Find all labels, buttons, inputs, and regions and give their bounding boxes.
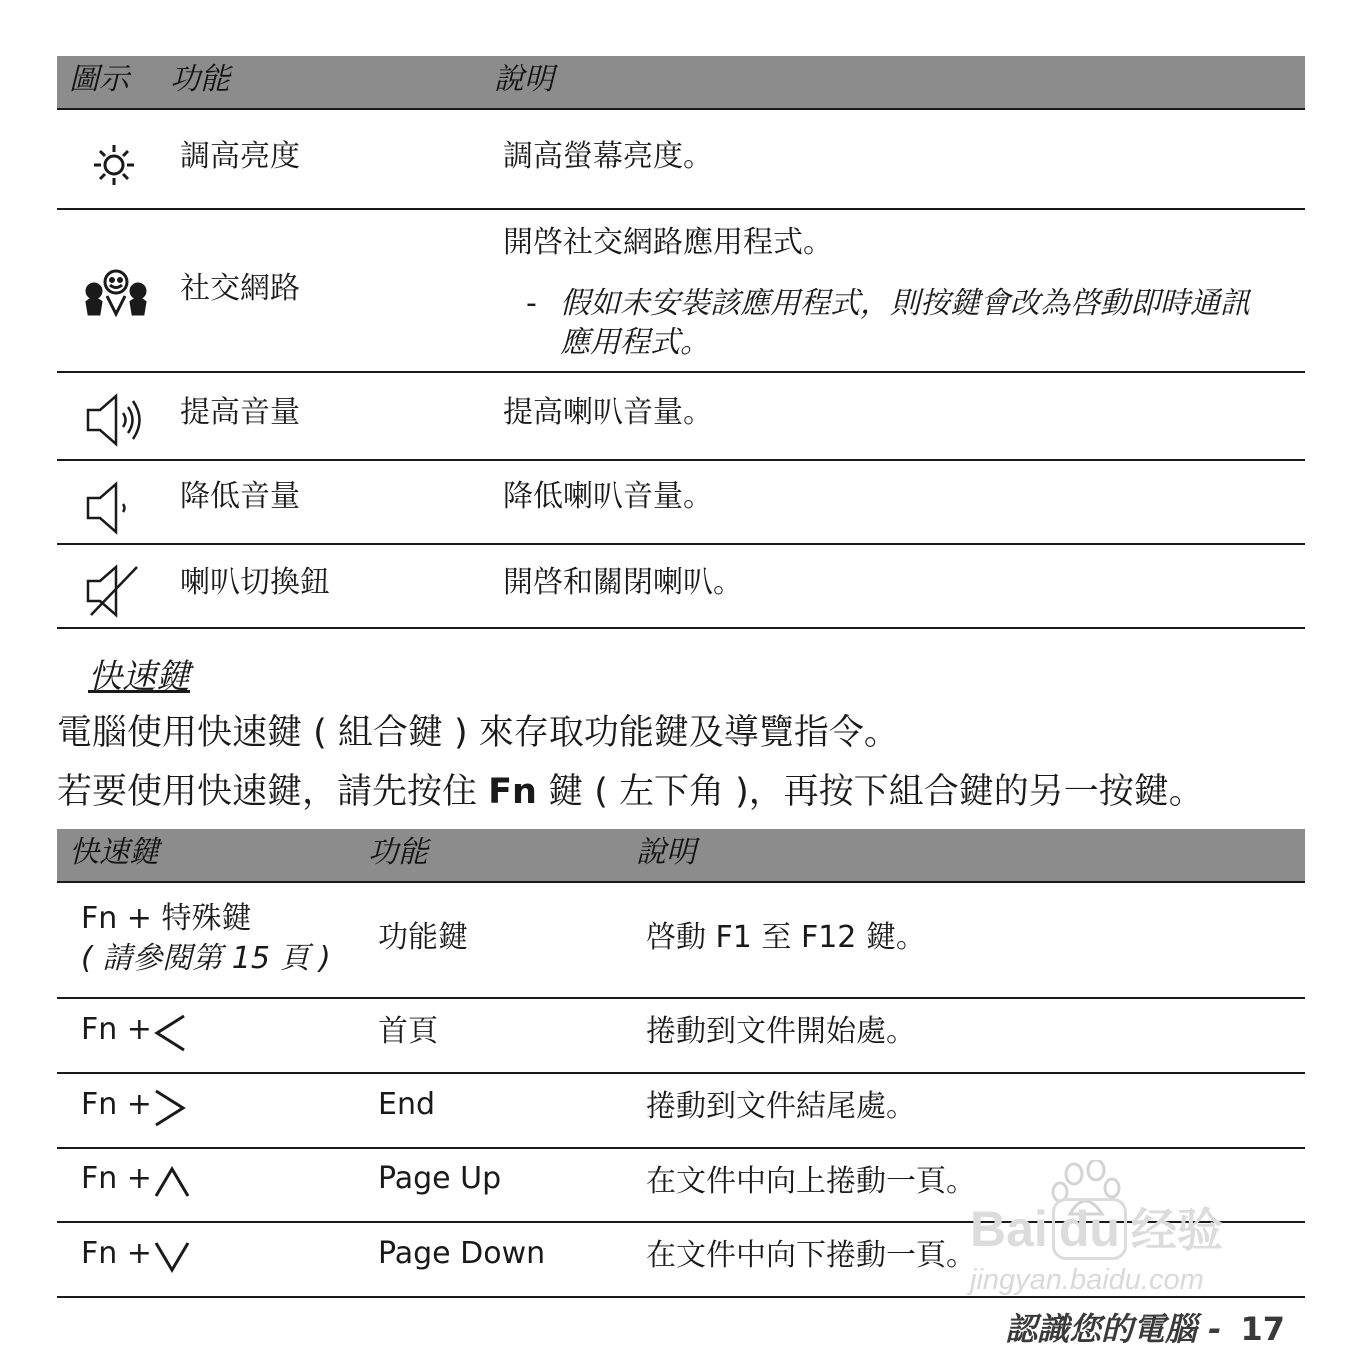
section-heading: 快速鍵 (88, 657, 190, 697)
table1-row5-function: 喇叭切換鈕 (180, 565, 330, 600)
table1-header-icon: 圖示 (69, 62, 129, 97)
chevron-right-icon (152, 1088, 188, 1128)
section-paragraph-1: 電腦使用快速鍵 ( 組合鍵 ) 來存取功能鍵及導覽指令。 (57, 713, 899, 753)
table2-divider (57, 1147, 1305, 1149)
chevron-left-icon (152, 1013, 188, 1053)
table1-divider (57, 543, 1305, 545)
table2-row2-description: 捲動到文件開始處。 (646, 1014, 916, 1049)
table2-header-hotkey: 快速鍵 (69, 835, 159, 870)
section-paragraph-2-pre: 若要使用快速鍵，請先按住 (57, 772, 489, 812)
table1-row1-description: 調高螢幕亮度。 (503, 139, 713, 174)
table1-divider (57, 371, 1305, 373)
section-paragraph-2 (57, 772, 1204, 812)
table2-row1-function: 功能鍵 (378, 920, 468, 955)
table2-row2-function: 首頁 (378, 1014, 438, 1049)
table1-row3-function: 提高音量 (180, 395, 300, 430)
table1-header-description: 說明 (494, 62, 554, 97)
table1-divider (57, 459, 1305, 461)
page-footer (1005, 1310, 1286, 1348)
social-network-icon (83, 268, 149, 318)
volume-up-icon (85, 393, 149, 447)
table2-row2-hotkey: Fn + (81, 1012, 152, 1047)
table1-header-function: 功能 (170, 62, 230, 97)
table2-row3-description: 捲動到文件結尾處。 (646, 1089, 916, 1124)
table2-header-description: 說明 (636, 835, 696, 870)
table2-row5-description: 在文件中向下捲動一頁。 (646, 1238, 976, 1273)
speaker-mute-icon (85, 563, 143, 619)
table2-row4-hotkey: Fn + (81, 1161, 152, 1196)
table1-row2-description: 開啓社交網路應用程式。 (503, 225, 833, 260)
table2-row1-hotkey-note: ( 請參閱第 15 頁 ) (81, 941, 331, 976)
table2-divider (57, 1072, 1305, 1074)
table1-row2-function: 社交網路 (180, 271, 300, 306)
table1-row2-note: 假如未安裝該應用程式，則按鍵會改為啓動即時通訊 (560, 286, 1250, 321)
table2-header-function: 功能 (368, 835, 428, 870)
chevron-down-icon (153, 1240, 191, 1274)
table1-row2-note-bullet: - (526, 286, 537, 321)
table2-row3-hotkey: Fn + (81, 1087, 152, 1122)
watermark-url: jingyan.baidu.com (970, 1264, 1204, 1296)
table2-row1-description: 啓動 F1 至 F12 鍵。 (646, 920, 926, 955)
chevron-up-icon (153, 1165, 191, 1199)
table1-header (57, 56, 1305, 110)
watermark-brand-suffix: 经验 (1130, 1204, 1223, 1256)
table1-row1-function: 調高亮度 (180, 139, 300, 174)
table2-row5-hotkey: Fn + (81, 1236, 152, 1271)
table1-row5-description: 開啓和關閉喇叭。 (503, 565, 743, 600)
table2-row4-description: 在文件中向上捲動一頁。 (646, 1164, 976, 1199)
brightness-up-icon (91, 142, 137, 188)
table1-row4-function: 降低音量 (180, 479, 300, 514)
table2-header (57, 829, 1305, 883)
footer-page-number: 17 (1240, 1310, 1286, 1348)
table1-row3-description: 提高喇叭音量。 (503, 395, 713, 430)
table2-row5-function: Page Down (378, 1236, 546, 1271)
table1-bottom-rule (57, 627, 1305, 629)
section-paragraph-2-post: 鍵 ( 左下角 )，再按下組合鍵的另一按鍵。 (536, 772, 1204, 812)
watermark-brand: Bai (970, 1201, 1048, 1257)
table1-row4-description: 降低喇叭音量。 (503, 479, 713, 514)
footer-title: 認識您的電腦 - (1005, 1310, 1222, 1348)
table1-row2-note-cont: 應用程式。 (560, 325, 710, 360)
table1-divider (57, 208, 1305, 210)
table2-row1-hotkey: Fn + 特殊鍵 (81, 901, 252, 936)
watermark-brand-paw: du (1052, 1198, 1127, 1260)
table2-row3-function: End (378, 1087, 436, 1122)
table2-row4-function: Page Up (378, 1161, 502, 1196)
fn-key-label: Fn (488, 772, 537, 812)
baidu-watermark (970, 1160, 1280, 1310)
table2-divider (57, 997, 1305, 999)
volume-down-icon (85, 481, 137, 535)
